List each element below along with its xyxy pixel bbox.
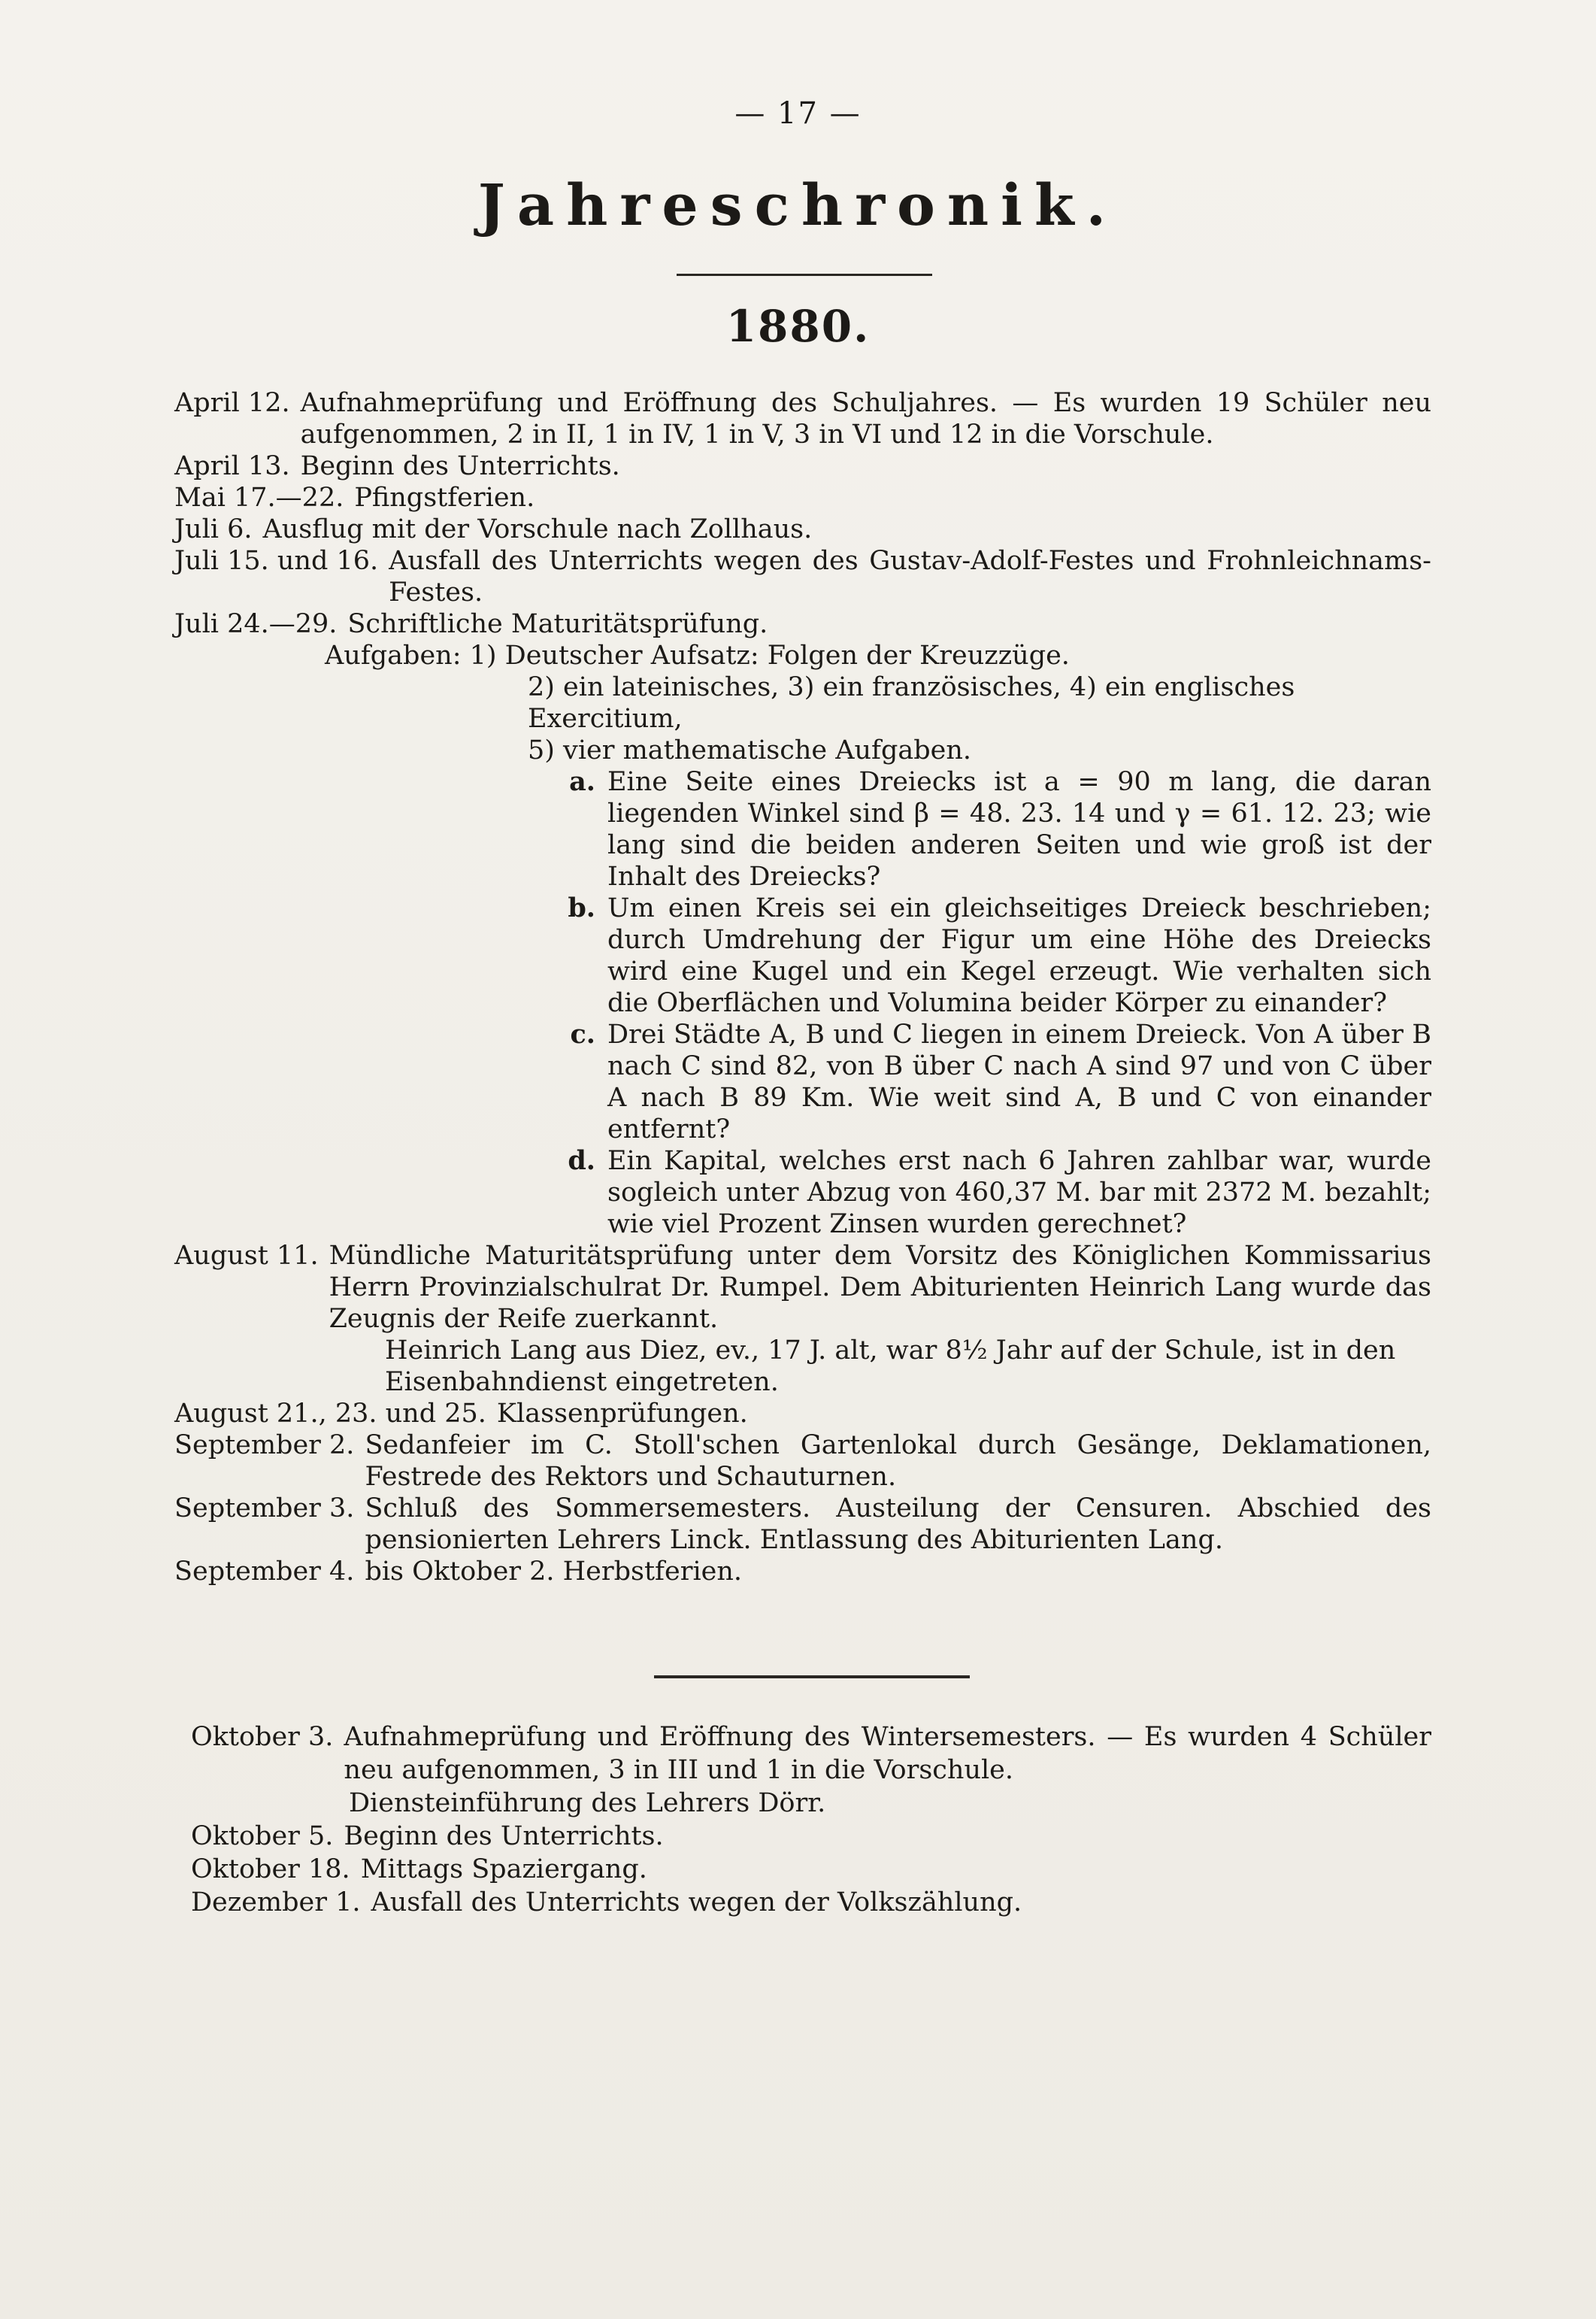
entry-text: Ausflug mit der Vorschule nach Zollhaus. [262, 514, 813, 544]
chronicle-entry [174, 1493, 1431, 1556]
chronicle-entry [174, 387, 1431, 450]
page-number: — 17 — [734, 96, 862, 131]
chronicle-body [174, 387, 1431, 1587]
math-task-label: d. [568, 1145, 595, 1176]
heading-rule [677, 274, 932, 276]
entry-date: September 2. [174, 1430, 355, 1460]
entry-date: August 21., 23. und 25. [174, 1399, 486, 1429]
math-task [550, 766, 1431, 893]
entry-date: April 12. [174, 388, 290, 418]
entry-date: Juli 6. [174, 514, 253, 544]
entry-date: September 3. [174, 1493, 355, 1523]
tasks-line: 2) ein lateinisches, 3) ein französisches, 4) ein englisches Exercitium, [528, 672, 1295, 734]
entry-text: bis Oktober 2. Herbstferien. [365, 1557, 743, 1587]
math-task [550, 893, 1431, 1019]
entry-date: Oktober 18. [191, 1854, 350, 1884]
math-task-text: Drei Städte A, B und C liegen in einem Dreieck. Von A über B nach C sind 82, von B über C nach A sind 97 und von C über A nach B 89 Km. Wie weit sind A, B und C von einander entfernt? [607, 1020, 1431, 1144]
entry-text: Beginn des Unterrichts. [344, 1821, 664, 1851]
chronicle-entry [174, 1240, 1431, 1335]
entry-text: Aufnahmeprüfung und Eröffnung des Schuljahres. — Es wurden 19 Schüler neu aufgenommen, 2 in II, 1 in IV, 1 in V, 3 in VI und 12 in die Vorschule. [300, 388, 1431, 450]
chronicle-entry [174, 1556, 1431, 1587]
section-rule [654, 1675, 970, 1678]
math-task-label: c. [570, 1019, 595, 1050]
math-task [550, 1145, 1431, 1240]
entry-text: Ausfall des Unterrichts wegen des Gustav-Adolf-Festes und Frohnleichnams-Festes. [389, 546, 1431, 608]
entry-text: Sedanfeier im C. Stoll'schen Gartenlokal durch Gesänge, Deklamationen, Festrede des Rektors und Schauturnen. [365, 1430, 1431, 1492]
entry-date: Juli 24.—29. [174, 609, 338, 639]
chronicle-entry [191, 1853, 1431, 1886]
chronicle-entry [174, 608, 1431, 640]
math-task-text: Um einen Kreis sei ein gleichseitiges Dreieck beschrieben; durch Umdrehung der Figur um eine Höhe des Dreiecks wird eine Kugel und ein Kegel erzeugt. Wie verhalten sich die Oberflächen und Volumina beider Körper zu einander? [607, 893, 1431, 1018]
entry-date: April 13. [174, 451, 290, 481]
chronicle-entry [174, 545, 1431, 608]
chronicle-entry [191, 1886, 1431, 1919]
entry-text: Beginn des Unterrichts. [300, 451, 620, 481]
chronicle-entry [174, 450, 1431, 482]
tasks-line: Aufgaben: 1) Deutscher Aufsatz: Folgen der Kreuzzüge. [325, 641, 1070, 671]
entry-text: Mündliche Maturitätsprüfung unter dem Vorsitz des Königlichen Kommissarius Herrn Provinzialschulrat Dr. Rumpel. Dem Abiturienten Heinrich Lang wurde das Zeugnis der Reife zuerkannt. [329, 1241, 1431, 1334]
entry-text: Aufnahmeprüfung und Eröffnung des Wintersemesters. — Es wurden 4 Schüler neu aufgenommen, 3 in III und 1 in die Vorschule. [344, 1722, 1431, 1785]
entry-date: Oktober 5. [191, 1821, 334, 1851]
page-heading: Jahreschronik. [477, 171, 1119, 238]
math-task [550, 1019, 1431, 1145]
year-heading: 1880. [725, 301, 871, 352]
entry-date: Oktober 3. [191, 1722, 334, 1752]
entry-text: Mittags Spaziergang. [360, 1854, 647, 1884]
math-task-label: b. [568, 893, 595, 923]
entry-date: Mai 17.—22. [174, 483, 344, 513]
entry-date: September 4. [174, 1557, 355, 1587]
entry-date: August 11. [174, 1241, 319, 1271]
chronicle-body-winter [191, 1720, 1431, 1919]
entry-text: Schluß des Sommersemesters. Austeilung der Censuren. Abschied des pensionierten Lehrers Linck. Entlassung des Abiturienten Lang. [365, 1493, 1431, 1555]
entry-text: Diensteinführung des Lehrers Dörr. [349, 1788, 826, 1818]
chronicle-entry [174, 1398, 1431, 1429]
entry-text: Ausfall des Unterrichts wegen der Volkszählung. [371, 1887, 1022, 1917]
math-task-text: Ein Kapital, welches erst nach 6 Jahren zahlbar war, wurde sogleich unter Abzug von 460,37 M. bar mit 2372 M. bezahlt; wie viel Prozent Zinsen wurden gerechnet? [607, 1146, 1431, 1239]
chronicle-entry [191, 1820, 1431, 1853]
entry-text: Klassenprüfungen. [496, 1399, 748, 1429]
entry-text: Schriftliche Maturitätsprüfung. [347, 609, 768, 639]
chronicle-entry [174, 1429, 1431, 1493]
math-task-label: a. [569, 766, 595, 797]
chronicle-entry [174, 514, 1431, 545]
entry-date: Juli 15. und 16. [174, 546, 379, 576]
chronicle-entry [191, 1720, 1431, 1787]
entry-text: Pfingstferien. [354, 483, 535, 513]
tasks-line: 5) vier mathematische Aufgaben. [528, 735, 972, 765]
graduate-note: Heinrich Lang aus Diez, ev., 17 J. alt, war 8½ Jahr auf der Schule, ist in den Eisenbahndienst eingetreten. [385, 1335, 1396, 1397]
chronicle-entry [174, 482, 1431, 514]
math-task-text: Eine Seite eines Dreiecks ist a = 90 m lang, die daran liegenden Winkel sind β = 48. 23. 14 und γ = 61. 12. 23; wie lang sind die beiden anderen Seiten und wie groß ist der Inhalt des Dreiecks? [607, 767, 1431, 892]
entry-date: Dezember 1. [191, 1887, 361, 1917]
